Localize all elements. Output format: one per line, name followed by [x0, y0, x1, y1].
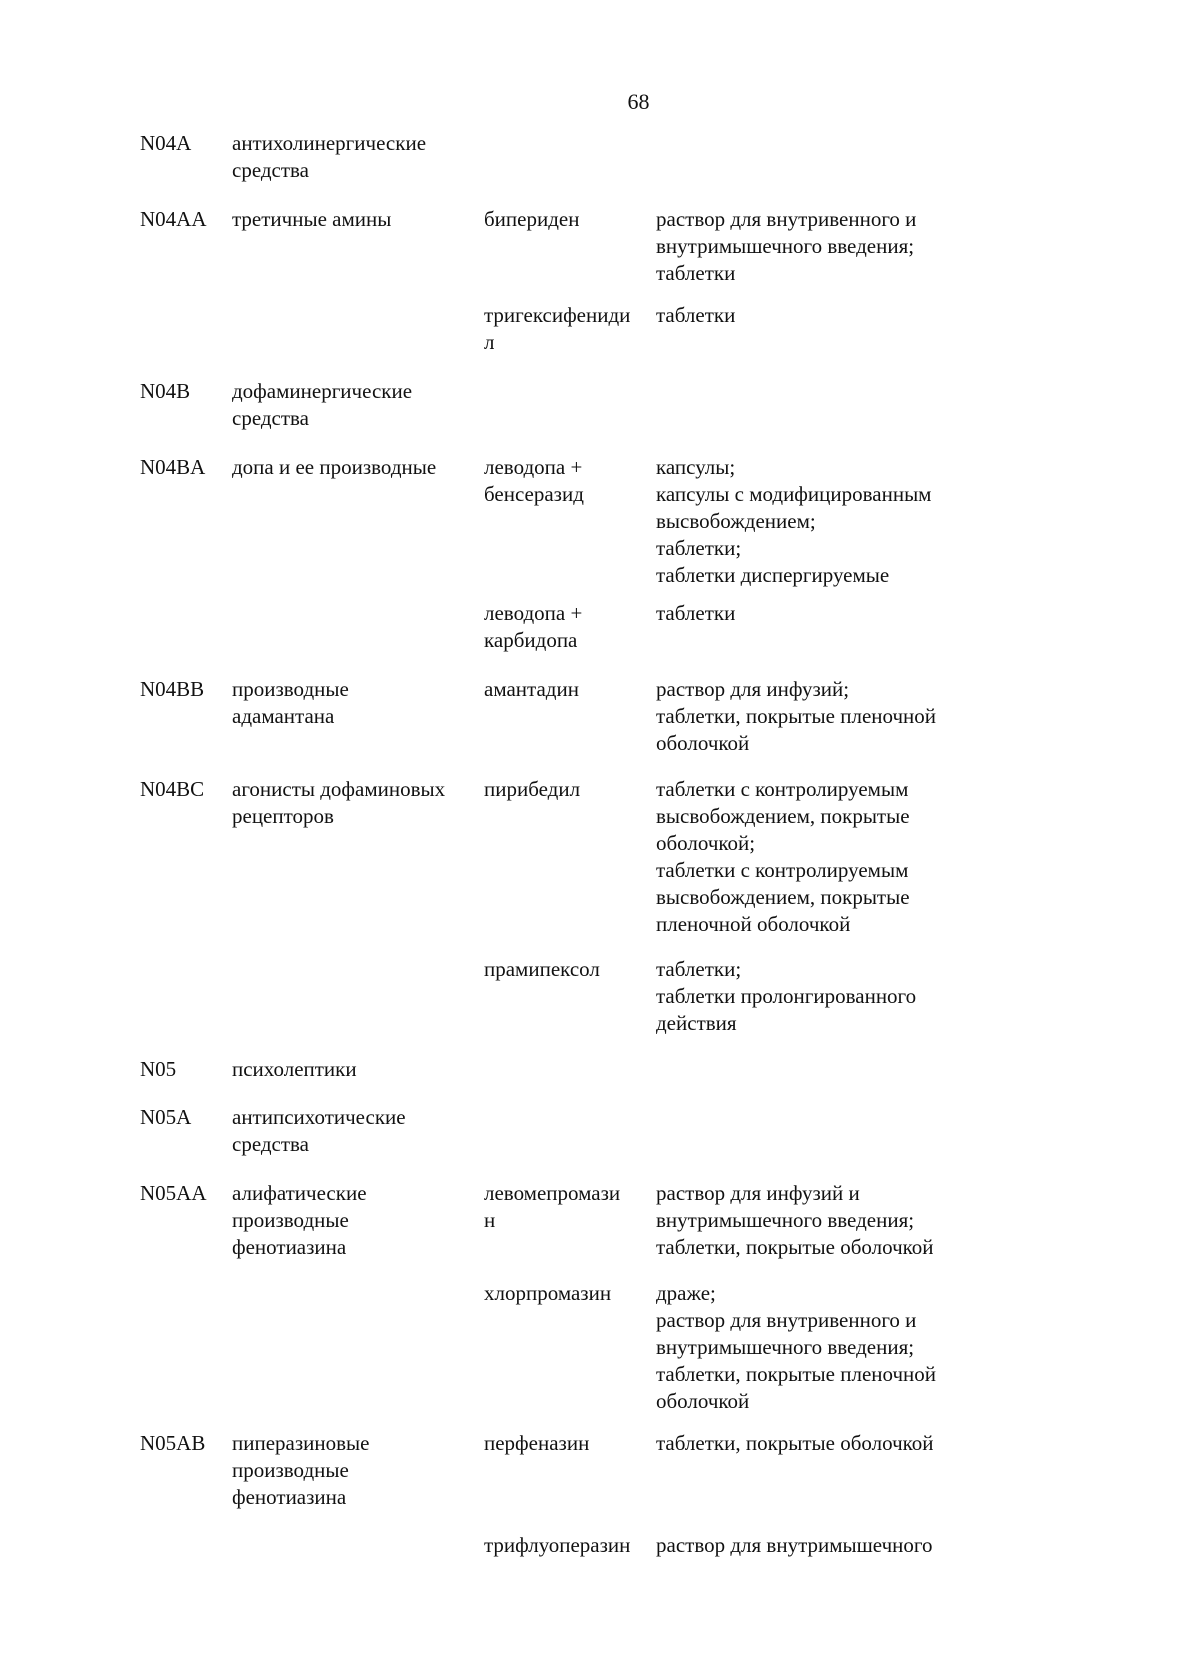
page-number: 68 [627, 89, 650, 114]
dosage-form: капсулы; капсулы с модифицированным высвобождением; таблетки; таблетки диспергируемые [656, 455, 932, 587]
group-name: антихолинергические средства [232, 131, 427, 182]
dosage-form: таблетки, покрытые оболочкой [656, 1431, 934, 1455]
group-name: третичные амины [232, 207, 392, 231]
dosage-form: драже; раствор для внутривенного и внутримышечного введения; таблетки, покрытые пленочной оболочкой [656, 1281, 937, 1413]
dosage-form: раствор для внутримышечного [656, 1533, 933, 1557]
group-name: производные адамантана [232, 677, 349, 728]
group-name: дофаминергические средства [232, 379, 413, 430]
drug-name: леводопа + карбидопа [484, 601, 583, 652]
drug-name: трифлуоперазин [484, 1533, 631, 1557]
atc-code: N05 [140, 1057, 177, 1081]
dosage-form: таблетки [656, 303, 736, 327]
drug-name: амантадин [484, 677, 579, 701]
drug-name: тригексифениди л [484, 303, 631, 354]
dosage-form: раствор для инфузий; таблетки, покрытые пленочной оболочкой [656, 677, 937, 755]
drug-name: перфеназин [484, 1431, 590, 1455]
drug-name: леводопа + бенсеразид [484, 455, 584, 506]
dosage-form: раствор для внутривенного и внутримышечного введения; таблетки [656, 207, 917, 285]
atc-code: N05A [140, 1105, 192, 1129]
atc-code: N04AA [140, 207, 207, 231]
drug-name: левомепромази н [484, 1181, 621, 1232]
atc-code: N04A [140, 131, 192, 155]
group-name: антипсихотические средства [232, 1105, 406, 1156]
group-name: алифатические производные фенотиазина [232, 1181, 367, 1259]
atc-code: N04B [140, 379, 191, 403]
drug-name: прамипексол [484, 957, 600, 981]
drug-name: бипериден [484, 207, 580, 231]
group-name: допа и ее производные [232, 455, 437, 479]
group-name: агонисты дофаминовых рецепторов [232, 777, 446, 828]
atc-code: N04BB [140, 677, 205, 701]
atc-code: N05AB [140, 1431, 206, 1455]
group-name: пиперазиновые производные фенотиазина [232, 1431, 370, 1509]
atc-code: N05AA [140, 1181, 207, 1205]
dosage-form: таблетки; таблетки пролонгированного действия [656, 957, 917, 1035]
atc-code: N04BC [140, 777, 205, 801]
atc-code: N04BA [140, 455, 206, 479]
dosage-form: раствор для инфузий и внутримышечного введения; таблетки, покрытые оболочкой [656, 1181, 934, 1259]
dosage-form: таблетки с контролируемым высвобождением, покрытые оболочкой; таблетки с контролируемым высвобождением, покрытые пленочной оболочкой [656, 777, 910, 936]
drug-name: пирибедил [484, 777, 581, 801]
group-name: психолептики [232, 1057, 357, 1081]
drug-name: хлорпромазин [484, 1281, 612, 1305]
dosage-form: таблетки [656, 601, 736, 625]
